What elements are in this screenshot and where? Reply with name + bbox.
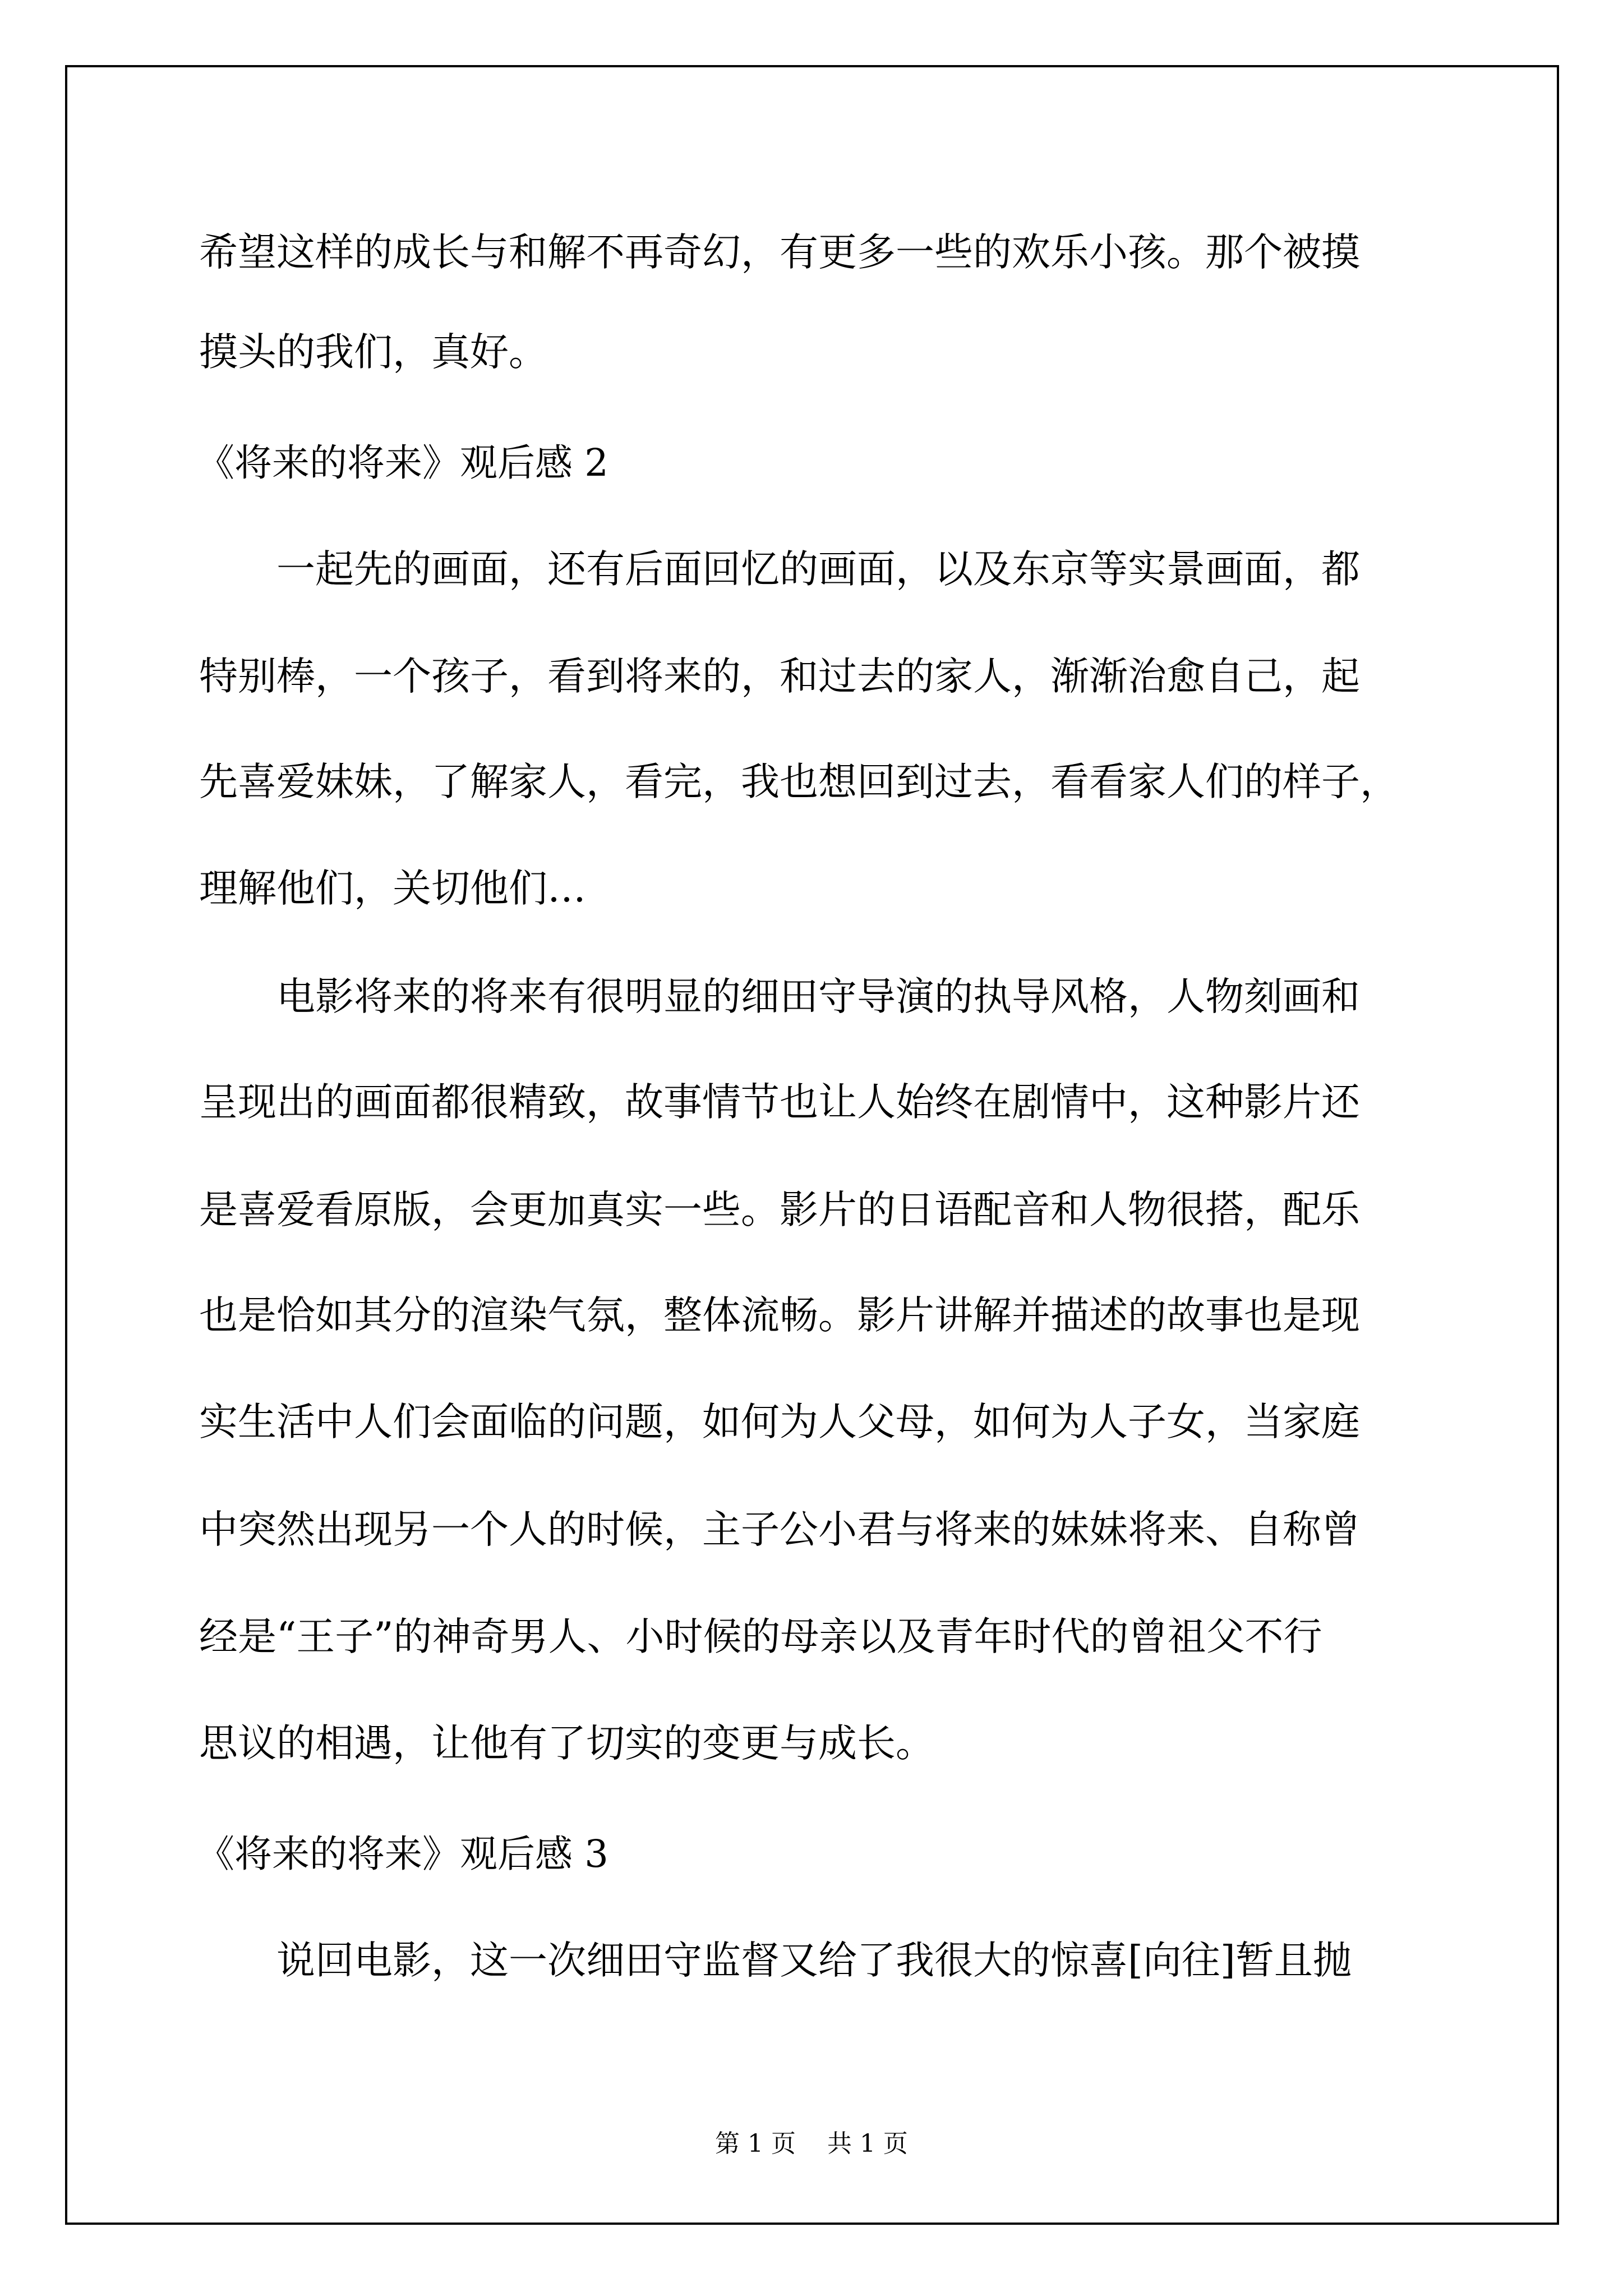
text-line: 经是“王子”的神奇男人、小时候的母亲以及青年时代的曾祖父不行 bbox=[199, 1614, 1322, 1659]
text-line: 是喜爱看原版，会更加真实一些。影片的日语配音和人物很搭，配乐 bbox=[199, 1188, 1360, 1232]
text-line: 一起先的画面，还有后面回忆的画面，以及东京等实景画面，都 bbox=[276, 547, 1360, 592]
text-line: 呈现出的画面都很精致，故事情节也让人始终在剧情中，这种影片还 bbox=[199, 1080, 1360, 1125]
section-heading: 《将来的将来》观后感 2 bbox=[197, 441, 608, 485]
text-line: 摸头的我们，真好。 bbox=[199, 330, 547, 375]
text-line: 电影将来的将来有很明显的细田守导演的执导风格，人物刻画和 bbox=[276, 974, 1360, 1019]
text-line: 中突然出现另一个人的时候，主子公小君与将来的妹妹将来、自称曾 bbox=[199, 1507, 1360, 1552]
text-line: 思议的相遇，让他有了切实的变更与成长。 bbox=[199, 1721, 934, 1766]
text-line: 实生活中人们会面临的问题，如何为人父母，如何为人子女，当家庭 bbox=[199, 1400, 1360, 1444]
text-line: 特别棒，一个孩子，看到将来的，和过去的家人，渐渐治愈自己，起 bbox=[199, 654, 1360, 699]
text-line: 说回电影，这一次细田守监督又给了我很大的惊喜[向往]暂且抛 bbox=[276, 1938, 1352, 1983]
text-line: 也是恰如其分的渲染气氛，整体流畅。影片讲解并描述的故事也是现 bbox=[199, 1293, 1360, 1338]
text-line: 理解他们，关切他们… bbox=[199, 866, 586, 911]
page-footer: 第 1 页 共 1 页 bbox=[715, 2129, 908, 2158]
text-line: 先喜爱妹妹，了解家人，看完，我也想回到过去，看看家人们的样子， bbox=[199, 760, 1399, 804]
page-border bbox=[65, 65, 1559, 2225]
section-heading: 《将来的将来》观后感 3 bbox=[197, 1832, 608, 1876]
text-line: 希望这样的成长与和解不再奇幻，有更多一些的欢乐小孩。那个被摸 bbox=[199, 230, 1360, 275]
